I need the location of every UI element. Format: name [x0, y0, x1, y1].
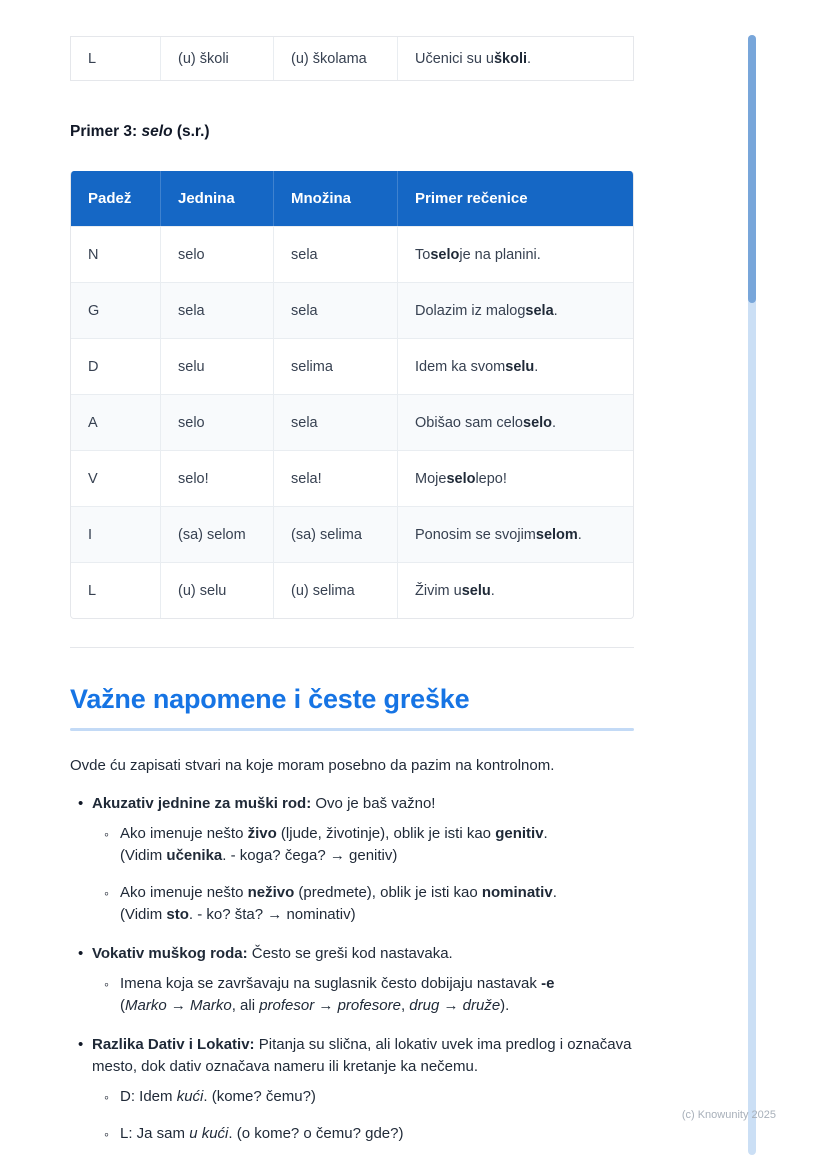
cell-plural: selima — [274, 339, 398, 394]
cell-case: V — [71, 451, 161, 506]
text-segment: Ako imenuje nešto — [120, 825, 248, 842]
sub-bullet-icon: ◦ — [104, 885, 109, 901]
text-segment-bold: nominativ — [481, 884, 553, 901]
sentence-pre: Idem ka svom — [415, 358, 506, 375]
sub-line — [120, 1086, 634, 1108]
header-sentence: Primer rečenice — [415, 190, 528, 207]
sentence-bold: selom — [535, 526, 578, 543]
text-segment-italic: profesor → profesore — [259, 997, 401, 1014]
bullet-body — [92, 943, 634, 1017]
sub-body — [120, 823, 634, 867]
cell-sentence — [398, 395, 634, 450]
bullet-icon: • — [78, 1036, 84, 1053]
partial-table-row — [70, 36, 634, 81]
sub-bullet-icon: ◦ — [104, 1126, 109, 1142]
cell-sentence — [398, 227, 634, 282]
text-segment-italic: drug → druže — [409, 997, 501, 1014]
bullet-icon: • — [78, 945, 84, 962]
primer3-heading — [70, 123, 634, 141]
text-segment: (predmete), oblik je isti kao — [294, 884, 482, 901]
list-item — [70, 1034, 634, 1145]
text-segment: . — [552, 884, 557, 901]
header-case: Padež — [71, 171, 161, 226]
sub-line — [120, 904, 634, 926]
sentence-pre: To — [415, 246, 431, 263]
table-row — [71, 450, 633, 506]
sentence-bold: sela — [525, 302, 554, 319]
sentence-bold: selo — [430, 246, 460, 263]
scrollbar-thumb[interactable] — [748, 35, 756, 303]
sentence-pre: Ponosim se svojim — [415, 526, 536, 543]
text-segment: (ljude, životinje), oblik je isti kao — [276, 825, 496, 842]
sentence-bold: selu — [461, 582, 491, 599]
table-row — [71, 338, 633, 394]
header-plural: Množina — [274, 171, 398, 226]
sentence-post: je na planini. — [459, 246, 541, 263]
text-segment: . - ko? šta? → nominativ) — [188, 906, 356, 923]
footer-credit: (c) Knowunity 2025 — [681, 1109, 776, 1121]
cell-case: A — [71, 395, 161, 450]
bullet-body — [92, 1034, 634, 1145]
text-segment: ). — [500, 997, 510, 1014]
table-row — [71, 394, 633, 450]
text-segment: ( — [120, 997, 125, 1014]
text-segment-bold: sto — [166, 906, 189, 923]
sub-line — [120, 845, 634, 867]
sub-line — [120, 973, 634, 995]
text-segment: . (o kome? o čemu? gde?) — [228, 1125, 404, 1142]
primer3-suffix: (s.r.) — [172, 123, 210, 140]
text-segment-bold: -e — [541, 975, 555, 992]
text-segment: D: Idem — [120, 1088, 177, 1105]
table-row — [71, 562, 633, 618]
sub-line — [120, 823, 634, 845]
cell-singular: (u) školi — [161, 37, 274, 80]
cell-singular: (u) selu — [161, 563, 274, 618]
cell-singular: (sa) selom — [161, 507, 274, 562]
sentence-pre: Moje — [415, 470, 447, 487]
cell-sentence — [398, 37, 635, 80]
notes-intro: Ovde ću zapisati stvari na koje moram posebno da pazim na kontrolnom. — [70, 757, 555, 774]
bullet-lead-bold: Vokativ muškog roda: — [92, 945, 248, 962]
sub-body — [120, 1123, 634, 1145]
sentence-post: . — [553, 302, 558, 319]
cell-plural: sela — [274, 395, 398, 450]
cell-plural: (u) školama — [274, 37, 398, 80]
text-segment: (Vidim — [120, 906, 167, 923]
cell-singular: selo! — [161, 451, 274, 506]
table-row — [71, 226, 633, 282]
sub-list-item — [92, 973, 634, 1017]
primer3-prefix: Primer 3: — [70, 123, 142, 140]
sentence-pre: Dolazim iz malog — [415, 302, 526, 319]
bullet-lead-rest: Pitanja su slična, ali lokativ uvek ima predlog i označava mesto, dok dativ označava nameru ili kretanje ka nečemu. — [92, 1036, 632, 1075]
text-segment-bold: živo — [247, 825, 277, 842]
cell-sentence — [398, 339, 634, 394]
sub-list-item — [92, 1086, 634, 1108]
sentence-post: . — [527, 50, 532, 67]
bullet-icon: • — [78, 795, 84, 812]
scrollbar-track[interactable] — [748, 35, 756, 1155]
cell-plural: (u) selima — [274, 563, 398, 618]
text-segment-italic: kući — [176, 1088, 204, 1105]
text-segment-italic: u kući — [189, 1125, 229, 1142]
sub-body — [120, 882, 634, 926]
sentence-post: . — [534, 358, 539, 375]
text-segment: L: Ja sam — [120, 1125, 190, 1142]
sentence-bold: selo — [523, 414, 553, 431]
notes-heading: Važne napomene i česte greške — [70, 684, 470, 714]
sub-line — [120, 882, 634, 904]
cell-case: N — [71, 227, 161, 282]
text-segment: Ako imenuje nešto — [120, 884, 248, 901]
document-content — [70, 0, 634, 1145]
cell-plural: (sa) selima — [274, 507, 398, 562]
primer3-word: selo — [141, 123, 173, 140]
text-segment: . — [543, 825, 548, 842]
sub-list-item — [92, 823, 634, 867]
bullet-lead-rest: Često se greši kod nastavaka. — [247, 945, 453, 962]
sentence-bold: selo — [446, 470, 476, 487]
text-segment-bold: neživo — [247, 884, 295, 901]
sentence-pre: Učenici su u — [415, 50, 494, 67]
list-item — [70, 793, 634, 926]
sub-bullet-icon: ◦ — [104, 826, 109, 842]
sub-line — [120, 995, 634, 1017]
bullet-lead-bold: Akuzativ jednine za muški rod: — [92, 795, 312, 812]
sentence-bold: školi — [493, 50, 528, 67]
sub-body — [120, 1086, 634, 1108]
cell-plural: sela — [274, 227, 398, 282]
table-row — [71, 282, 633, 338]
text-segment-bold: učenika — [166, 847, 223, 864]
cell-case: I — [71, 507, 161, 562]
cell-sentence — [398, 563, 634, 618]
text-segment-italic: Marko → Marko — [125, 997, 232, 1014]
cell-singular: selu — [161, 339, 274, 394]
sentence-post: lepo! — [475, 470, 507, 487]
declension-table — [70, 171, 634, 619]
cell-singular: sela — [161, 283, 274, 338]
cell-case: L — [71, 563, 161, 618]
cell-singular: selo — [161, 395, 274, 450]
text-segment: . - koga? čega? → genitiv) — [222, 847, 398, 864]
cell-case: G — [71, 283, 161, 338]
bullet-body — [92, 793, 634, 926]
sub-list-item — [92, 882, 634, 926]
cell-sentence — [398, 451, 634, 506]
sub-bullet-icon: ◦ — [104, 1089, 109, 1105]
table-row — [71, 506, 633, 562]
text-segment: , — [400, 997, 410, 1014]
cell-sentence — [398, 507, 634, 562]
cell-case: L — [71, 37, 161, 80]
sub-list — [92, 823, 634, 926]
cell-sentence — [398, 283, 634, 338]
sub-list-item — [92, 1123, 634, 1145]
cell-singular: selo — [161, 227, 274, 282]
section-divider — [70, 647, 634, 648]
sub-list — [92, 973, 634, 1017]
text-segment: , ali — [231, 997, 260, 1014]
list-item — [70, 943, 634, 1017]
sentence-pre: Živim u — [415, 582, 462, 599]
cell-case: D — [71, 339, 161, 394]
text-segment: . (kome? čemu?) — [203, 1088, 316, 1105]
sentence-post: . — [490, 582, 495, 599]
sub-body — [120, 973, 634, 1017]
text-segment: (Vidim — [120, 847, 167, 864]
sentence-post: . — [552, 414, 557, 431]
bullet-lead-rest: Ovo je baš važno! — [311, 795, 436, 812]
heading-underline — [70, 728, 634, 731]
sentence-bold: selu — [505, 358, 535, 375]
header-singular: Jednina — [161, 171, 274, 226]
cell-plural: sela! — [274, 451, 398, 506]
sub-bullet-icon: ◦ — [104, 976, 109, 992]
text-segment: Imena koja se završavaju na suglasnik često dobijaju nastavak — [120, 975, 542, 992]
text-segment-bold: genitiv — [495, 825, 544, 842]
notes-list — [70, 793, 634, 1145]
cell-plural: sela — [274, 283, 398, 338]
table-header-row — [71, 171, 633, 226]
sentence-post: . — [577, 526, 582, 543]
sub-list — [92, 1086, 634, 1145]
bullet-lead-bold: Razlika Dativ i Lokativ: — [92, 1036, 255, 1053]
sub-line — [120, 1123, 634, 1145]
sentence-pre: Obišao sam celo — [415, 414, 523, 431]
